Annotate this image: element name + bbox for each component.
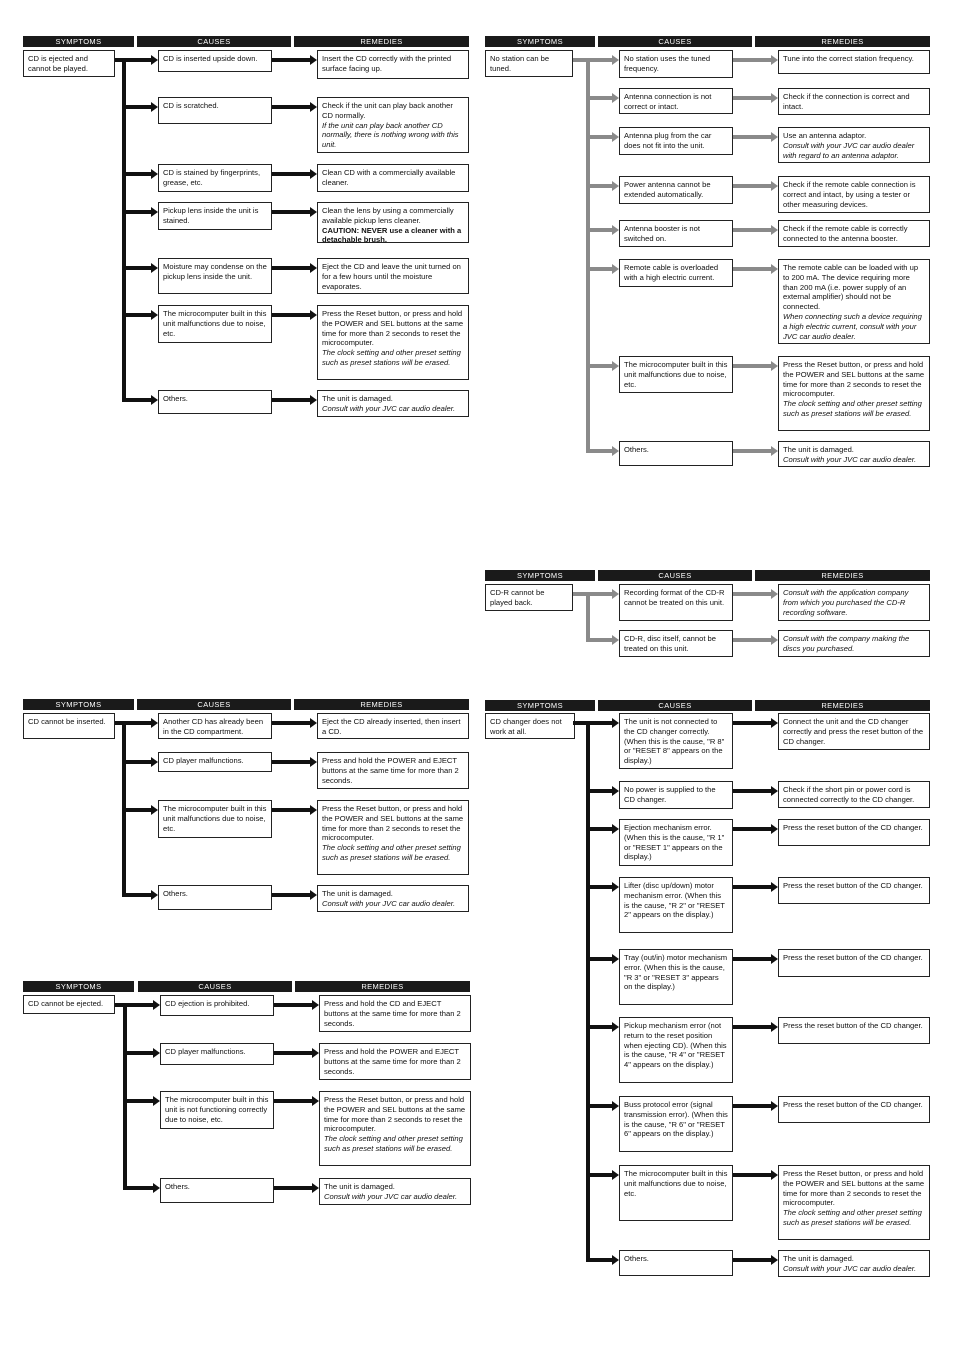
cause-arrow: [124, 207, 158, 217]
cause-text: CD ejection is prohibited.: [165, 999, 250, 1008]
cause-box: [619, 127, 733, 155]
remedy-box: [317, 390, 469, 417]
cause-box: [619, 220, 733, 247]
remedy-text: Eject the CD already inserted, then insert a CD.: [322, 717, 461, 736]
cause-text: Recording format of the CD-R cannot be treated on this unit.: [624, 588, 725, 607]
cause-text: Lifter (disc up/down) motor mechanism error. (When this is the cause, "R 2" or "RESET 2" appears on the display.): [624, 881, 725, 920]
cause-text: The unit is not connected to the CD changer correctly. (When this is the cause, "R 8" or "RESET 8" appears on the display.): [624, 717, 725, 766]
remedy-arrow: [733, 635, 778, 645]
remedy-note: Consult with your JVC car audio dealer.: [322, 898, 456, 908]
remedy-box: [778, 259, 930, 344]
remedy-arrow: [274, 1048, 319, 1058]
remedy-text: Press the Reset button, or press and hold the POWER and SEL buttons at the same time for more than 2 seconds to reset the microcomputer.: [322, 309, 464, 348]
cause-text: CD-R, disc itself, cannot be treated on this unit.: [624, 634, 717, 653]
cause-box: [158, 752, 272, 772]
remedy-arrow: [733, 181, 778, 191]
cause-box: [619, 88, 733, 114]
cause-text: Pickup mechanism error (not return to the reset position when ejecting CD). (When this is the cause, "R 4" or "RESET 4" appears on the display.): [624, 1021, 727, 1070]
remedy-box: [317, 800, 469, 875]
remedy-arrow: [274, 1183, 319, 1193]
remedy-note: The clock setting and other preset setting such as preset stations will be erased.: [783, 399, 922, 418]
cause-arrow: [588, 954, 619, 964]
trunk-line: [586, 721, 590, 1262]
cause-text: CD player malfunctions.: [163, 756, 244, 765]
cause-text: Pickup lens inside the unit is stained.: [163, 206, 259, 225]
remedy-box: [317, 258, 469, 294]
remedy-box: [778, 713, 930, 750]
remedy-text: Press the Reset button, or press and hold the POWER and SEL buttons at the same time for more than 2 seconds to reset the microcomputer.: [322, 804, 464, 843]
cause-text: No station uses the tuned frequency.: [624, 54, 711, 73]
remedy-text: Check if the remote cable is correctly connected to the antenna booster.: [783, 224, 908, 243]
remedy-box: [317, 97, 469, 153]
cause-box: [619, 356, 733, 393]
remedy-arrow: [272, 890, 317, 900]
remedy-arrow: [733, 264, 778, 274]
remedy-box: [319, 995, 471, 1032]
remedy-arrow: [272, 169, 317, 179]
cause-box: [158, 258, 272, 294]
remedy-box: [778, 1250, 930, 1277]
cause-arrow: [124, 55, 158, 65]
cause-box: [160, 1043, 274, 1065]
cause-arrow: [588, 1022, 619, 1032]
cause-box: [619, 630, 733, 657]
remedy-arrow: [733, 1101, 778, 1111]
symptom-text: CD changer does not work at all.: [490, 717, 562, 736]
cause-arrow: [125, 1000, 160, 1010]
remedy-box: [317, 50, 469, 79]
cause-arrow: [124, 757, 158, 767]
cause-text: CD is scratched.: [163, 101, 219, 110]
remedy-text: Press the reset button of the CD changer.: [783, 1021, 923, 1030]
remedy-text: The unit is damaged.: [322, 889, 393, 898]
cause-arrow: [588, 225, 619, 235]
cause-arrow: [124, 263, 158, 273]
remedy-box: [319, 1178, 471, 1205]
header-causes: CAUSES: [598, 570, 752, 581]
cause-arrow: [588, 93, 619, 103]
cause-text: Antenna plug from the car does not fit into the unit.: [624, 131, 712, 150]
remedy-text: Connect the unit and the CD changer correctly and press the reset button of the CD changer.: [783, 717, 924, 746]
remedy-text: Press the Reset button, or press and hold the POWER and SEL buttons at the same time for more than 2 seconds to reset the microcomputer.: [783, 1169, 925, 1208]
remedy-arrow: [272, 718, 317, 728]
header-symptoms: SYMPTOMS: [23, 36, 134, 47]
remedy-note: Consult with the company making the discs you purchased.: [783, 634, 910, 653]
remedy-text: Eject the CD and leave the unit turned on for a few hours until the moisture evaporates.: [322, 262, 461, 291]
trunk-line: [123, 1003, 127, 1190]
cause-text: CD player malfunctions.: [165, 1047, 246, 1056]
remedy-box: [317, 164, 469, 192]
cause-box: [160, 995, 274, 1016]
cause-box: [158, 164, 272, 192]
remedy-box: [778, 1096, 930, 1123]
cause-box: [158, 885, 272, 910]
remedy-box: [778, 50, 930, 74]
remedy-arrow: [272, 55, 317, 65]
cause-arrow: [588, 824, 619, 834]
trunk-line: [122, 58, 126, 402]
remedy-text: Check if the short pin or power cord is connected correctly to the CD changer.: [783, 785, 915, 804]
remedy-arrow: [733, 361, 778, 371]
cause-arrow: [124, 169, 158, 179]
cause-box: [158, 713, 272, 739]
cause-arrow: [588, 446, 619, 456]
cause-box: [619, 1250, 733, 1276]
symptom-text: No station can be tuned.: [490, 54, 550, 73]
remedy-arrow: [272, 310, 317, 320]
header-causes: CAUSES: [598, 700, 752, 711]
cause-box: [619, 1096, 733, 1152]
header-causes: CAUSES: [598, 36, 752, 47]
cause-box: [619, 176, 733, 204]
cause-arrow: [125, 1183, 160, 1193]
cause-text: Ejection mechanism error. (When this is the cause, "R 1" or "RESET 1" appears on the display.): [624, 823, 725, 862]
cause-box: [619, 1017, 733, 1083]
remedy-arrow: [272, 395, 317, 405]
remedy-arrow: [733, 1255, 778, 1265]
cause-box: [619, 259, 733, 287]
remedy-box: [319, 1091, 471, 1166]
remedy-text: The unit is damaged.: [783, 445, 854, 454]
remedy-box: [778, 877, 930, 904]
remedy-arrow: [733, 882, 778, 892]
cause-arrow: [125, 1096, 160, 1106]
remedy-note: Consult with the application company from which you purchased the CD-R recording software.: [783, 588, 909, 617]
header-remedies: REMEDIES: [294, 699, 469, 710]
cause-arrow: [588, 55, 619, 65]
remedy-note: Consult with your JVC car audio dealer.: [783, 454, 917, 464]
remedy-arrow: [272, 102, 317, 112]
remedy-box: [778, 630, 930, 657]
remedy-arrow: [733, 589, 778, 599]
header-symptoms: SYMPTOMS: [485, 700, 595, 711]
remedy-box: [317, 885, 469, 912]
cause-text: CD is stained by fingerprints, grease, etc.: [163, 168, 261, 187]
remedy-arrow: [733, 93, 778, 103]
cause-box: [160, 1091, 274, 1129]
header-remedies: REMEDIES: [755, 36, 930, 47]
cause-arrow: [588, 1170, 619, 1180]
remedy-text: Press the reset button of the CD changer.: [783, 881, 923, 890]
remedy-text: Tune into the correct station frequency.: [783, 54, 914, 63]
cause-arrow: [588, 361, 619, 371]
remedy-note: The clock setting and other preset setting such as preset stations will be erased.: [322, 843, 461, 862]
remedy-arrow: [274, 1096, 319, 1106]
remedy-arrow: [272, 757, 317, 767]
remedy-note: Consult with your JVC car audio dealer with regard to an antenna adaptor.: [783, 140, 915, 160]
header-causes: CAUSES: [138, 981, 292, 992]
remedy-note: The clock setting and other preset setting such as preset stations will be erased.: [322, 348, 461, 367]
remedy-arrow: [733, 132, 778, 142]
remedy-text: Press the reset button of the CD changer.: [783, 953, 923, 962]
cause-text: Antenna connection is not correct or intact.: [624, 92, 712, 111]
cause-box: [619, 713, 733, 769]
header-remedies: REMEDIES: [295, 981, 470, 992]
cause-text: The microcomputer built in this unit malfunctions due to noise, etc.: [163, 804, 267, 833]
cause-arrow: [588, 264, 619, 274]
cause-text: The microcomputer built in this unit malfunctions due to noise, etc.: [624, 1169, 728, 1198]
remedy-arrow: [733, 1170, 778, 1180]
remedy-arrow: [274, 1000, 319, 1010]
cause-text: Power antenna cannot be extended automatically.: [624, 180, 711, 199]
cause-arrow: [588, 635, 619, 645]
cause-box: [619, 50, 733, 78]
remedy-box: [317, 713, 469, 739]
header-symptoms: SYMPTOMS: [23, 699, 134, 710]
cause-arrow: [588, 1255, 619, 1265]
remedy-box: [778, 781, 930, 808]
remedy-arrow: [733, 718, 778, 728]
remedy-text: Check if the connection is correct and intact.: [783, 92, 910, 111]
cause-box: [619, 441, 733, 466]
cause-text: Others.: [624, 445, 649, 454]
cause-box: [160, 1178, 274, 1203]
remedy-box: [778, 127, 930, 163]
cause-text: Others.: [165, 1182, 190, 1191]
remedy-box: [317, 202, 469, 243]
cause-text: The microcomputer built in this unit malfunctions due to noise, etc.: [624, 360, 728, 389]
remedy-note: Consult with your JVC car audio dealer.: [783, 1263, 917, 1273]
cause-box: [158, 202, 272, 230]
symptom-text: CD is ejected and cannot be played.: [28, 54, 88, 73]
cause-arrow: [588, 132, 619, 142]
remedy-box: [778, 1165, 930, 1240]
cause-arrow: [125, 1048, 160, 1058]
remedy-arrow: [733, 55, 778, 65]
cause-text: Others.: [624, 1254, 649, 1263]
cause-text: Buss protocol error (signal transmission error). (When this is the cause, "R 6" or "RESET 6" appears on the display.): [624, 1100, 728, 1139]
remedy-arrow: [733, 1022, 778, 1032]
trunk-line: [586, 58, 590, 453]
cause-box: [619, 949, 733, 1005]
cause-arrow: [588, 718, 619, 728]
remedy-text: Clean the lens by using a commercially available pickup lens cleaner.: [322, 206, 454, 225]
cause-box: [619, 584, 733, 621]
remedy-text: Check if the unit can play back another CD normally.: [322, 101, 453, 120]
remedy-text: Check if the remote cable connection is correct and intact, by using a tester or other measuring devices.: [783, 180, 916, 209]
cause-box: [158, 305, 272, 343]
cause-arrow: [124, 395, 158, 405]
remedy-box: [778, 441, 930, 467]
trunk-line: [586, 592, 590, 642]
remedy-note: The clock setting and other preset setting such as preset stations will be erased.: [324, 1134, 463, 1153]
cause-box: [619, 1165, 733, 1221]
cause-box: [158, 97, 272, 124]
remedy-box: [778, 819, 930, 846]
cause-box: [158, 390, 272, 414]
header-remedies: REMEDIES: [755, 700, 930, 711]
cause-box: [158, 50, 272, 72]
remedy-caution: CAUTION: NEVER use a cleaner with a detachable brush.: [322, 225, 462, 243]
remedy-text: The unit is damaged.: [783, 1254, 854, 1263]
cause-text: The microcomputer built in this unit malfunctions due to noise, etc.: [163, 309, 267, 338]
remedy-arrow: [272, 805, 317, 815]
cause-arrow: [124, 890, 158, 900]
remedy-arrow: [733, 954, 778, 964]
cause-arrow: [588, 1101, 619, 1111]
header-causes: CAUSES: [137, 36, 291, 47]
remedy-box: [319, 1043, 471, 1080]
cause-arrow: [124, 718, 158, 728]
remedy-text: Press and hold the POWER and EJECT buttons at the same time for more than 2 seconds.: [322, 756, 459, 785]
cause-box: [158, 800, 272, 838]
remedy-arrow: [733, 446, 778, 456]
cause-arrow: [124, 310, 158, 320]
cause-text: Tray (out/in) motor mechanism error. (When this is the cause, "R 3" or "RESET 3" appears on the display.): [624, 953, 728, 992]
remedy-text: Press the reset button of the CD changer.: [783, 823, 923, 832]
remedy-note: When connecting such a device requiring a high electric current, consult with your JVC car audio dealer.: [783, 311, 922, 341]
remedy-box: [778, 584, 930, 621]
cause-arrow: [124, 805, 158, 815]
symptom-text: CD-R cannot be played back.: [490, 588, 545, 607]
remedy-box: [317, 305, 469, 380]
cause-text: The microcomputer built in this unit is not functioning correctly due to noise, etc.: [165, 1095, 269, 1124]
header-symptoms: SYMPTOMS: [485, 570, 595, 581]
remedy-text: Press the Reset button, or press and hold the POWER and SEL buttons at the same time for more than 2 seconds to reset the microcomputer.: [783, 360, 925, 399]
remedy-note: Consult with your JVC car audio dealer.: [324, 1191, 458, 1201]
connector-line: [573, 721, 588, 725]
connector-line: [573, 58, 588, 62]
remedy-box: [317, 752, 469, 789]
remedy-text: Clean CD with a commercially available cleaner.: [322, 168, 456, 187]
cause-box: [619, 877, 733, 933]
cause-text: Remote cable is overloaded with a high electric current.: [624, 263, 719, 282]
remedy-text: Press the reset button of the CD changer.: [783, 1100, 923, 1109]
remedy-text: Insert the CD correctly with the printed surface facing up.: [322, 54, 452, 73]
remedy-text: Press and hold the POWER and EJECT buttons at the same time for more than 2 seconds.: [324, 1047, 461, 1076]
remedy-arrow: [272, 263, 317, 273]
remedy-box: [778, 1017, 930, 1044]
remedy-text: Use an antenna adaptor.: [783, 131, 867, 140]
cause-text: Others.: [163, 889, 188, 898]
symptom-text: CD cannot be inserted.: [28, 717, 106, 726]
remedy-box: [778, 88, 930, 115]
cause-text: CD is inserted upside down.: [163, 54, 258, 63]
remedy-note: If the unit can play back another CD normally, there is nothing wrong with this unit.: [322, 120, 459, 150]
remedy-arrow: [733, 824, 778, 834]
remedy-note: The clock setting and other preset setting such as preset stations will be erased.: [783, 1208, 922, 1227]
remedy-text: The unit is damaged.: [324, 1182, 395, 1191]
header-remedies: REMEDIES: [294, 36, 469, 47]
header-remedies: REMEDIES: [755, 570, 930, 581]
cause-arrow: [588, 589, 619, 599]
remedy-arrow: [733, 786, 778, 796]
remedy-note: Consult with your JVC car audio dealer.: [322, 403, 456, 413]
remedy-arrow: [272, 207, 317, 217]
cause-text: Another CD has already been in the CD compartment.: [163, 717, 264, 736]
cause-text: Antenna booster is not switched on.: [624, 224, 700, 243]
cause-arrow: [588, 882, 619, 892]
remedy-text: The remote cable can be loaded with up to 200 mA. The device requiring more than 200 mA (i.e. power supply of an external amplifier) should not be connected.: [783, 263, 919, 312]
cause-arrow: [588, 786, 619, 796]
header-symptoms: SYMPTOMS: [485, 36, 595, 47]
cause-text: Others.: [163, 394, 188, 403]
remedy-arrow: [733, 225, 778, 235]
cause-text: No power is supplied to the CD changer.: [624, 785, 716, 804]
header-symptoms: SYMPTOMS: [23, 981, 134, 992]
remedy-text: Press the Reset button, or press and hold the POWER and SEL buttons at the same time for more than 2 seconds to reset the microcomputer.: [324, 1095, 466, 1134]
symptom-text: CD cannot be ejected.: [28, 999, 104, 1008]
cause-arrow: [124, 102, 158, 112]
cause-box: [619, 819, 733, 866]
remedy-box: [778, 220, 930, 247]
remedy-text: Press and hold the CD and EJECT buttons at the same time for more than 2 seconds.: [324, 999, 461, 1028]
header-causes: CAUSES: [137, 699, 291, 710]
remedy-box: [778, 949, 930, 977]
remedy-box: [778, 176, 930, 213]
connector-line: [573, 592, 588, 596]
remedy-text: The unit is damaged.: [322, 394, 393, 403]
cause-arrow: [588, 181, 619, 191]
cause-box: [619, 781, 733, 809]
remedy-box: [778, 356, 930, 431]
cause-text: Moisture may condense on the pickup lens inside the unit.: [163, 262, 267, 281]
